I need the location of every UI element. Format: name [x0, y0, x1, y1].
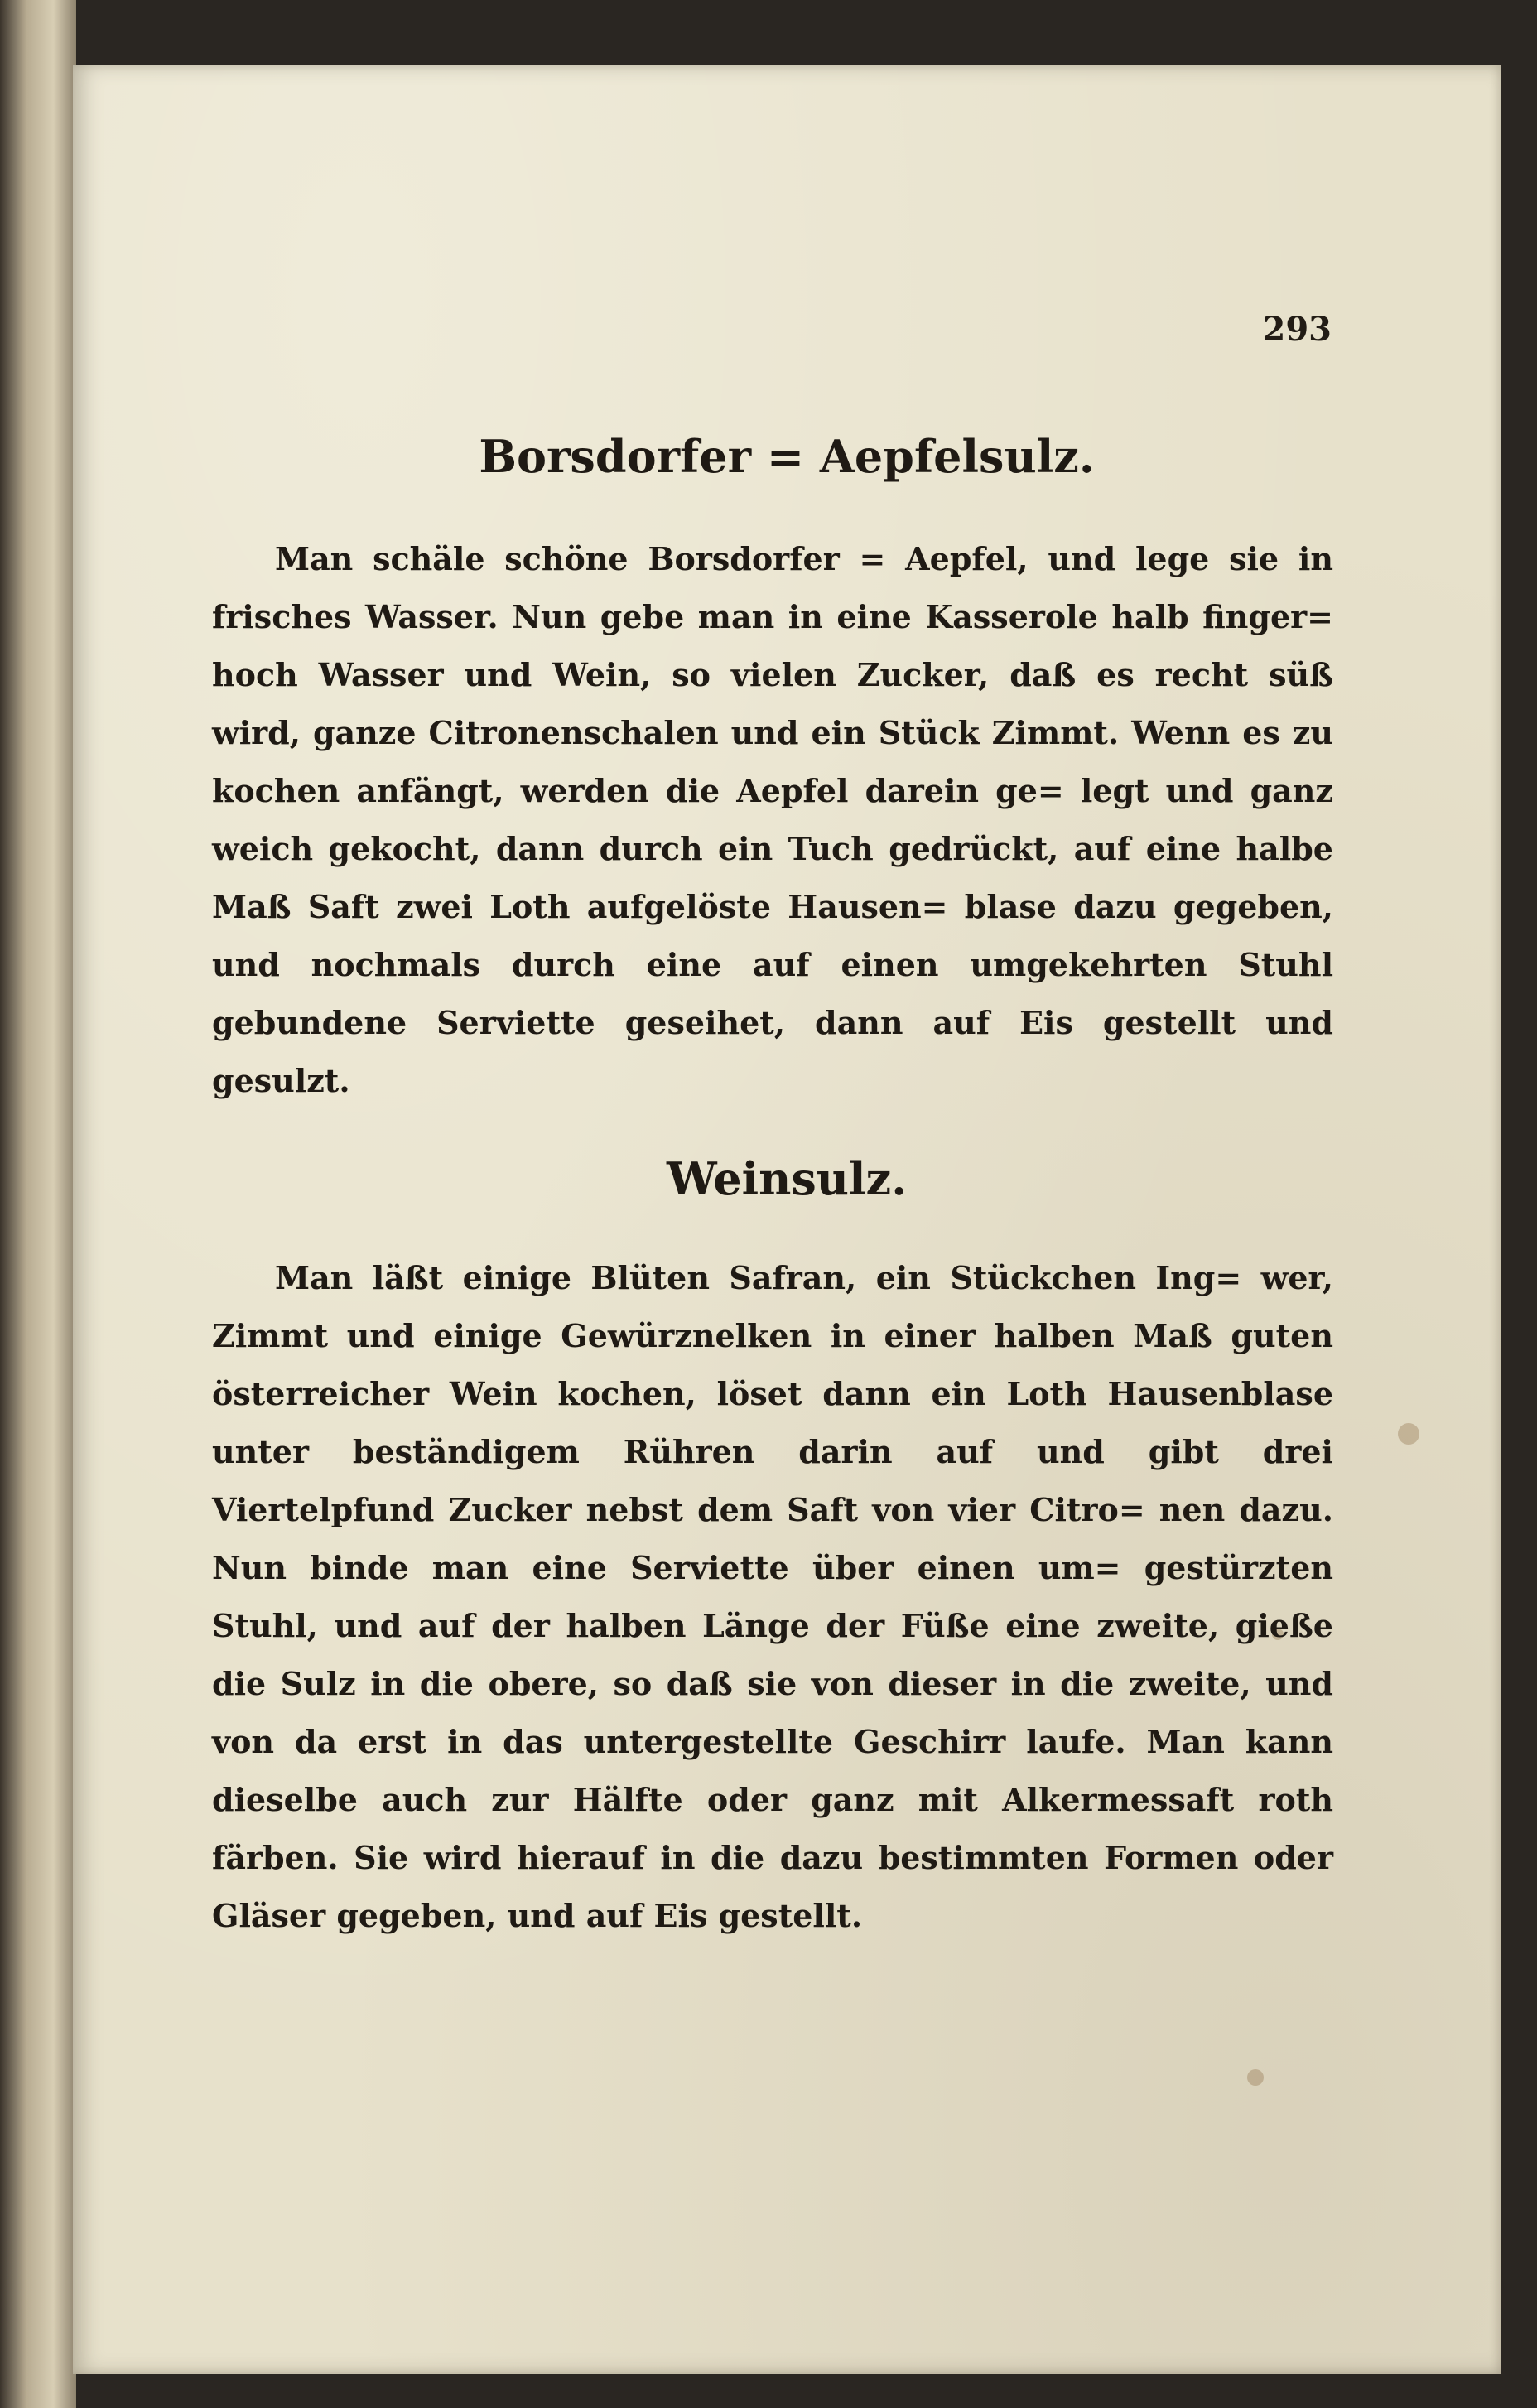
section-title: Borsdorfer = Aepfelsulz. [479, 430, 1095, 483]
paper-stain [1398, 1423, 1419, 1445]
section-text: Man läßt einige Blüten Safran, ein Stückchen Ing= wer, Zimmt und einige Gewürznelken in einer halben Maß guten österreicher Wein kochen, löset dann ein Loth Hausenblase unter beständigem Rühren darin auf und gibt drei Viertelpfund Zucker nebst dem Saft von vier Citro= nen dazu. Nun binde man eine Serviette über einen um= gestürzten Stuhl, und auf der halben Länge der Füße eine zweite, gieße die Sulz in die obere, so daß sie von dieser in die zweite, und von da erst in das untergestellte Geschirr laufe. Man kann dieselbe auch zur Hälfte oder ganz mit Alkermessaft roth färben. Sie wird hierauf in die dazu bestimmten Formen oder Gläser gegeben, und auf Eis gestellt. [212, 1259, 1333, 1934]
section-text: Man schäle schöne Borsdorfer = Aepfel, und lege sie in frisches Wasser. Nun gebe man in eine Kasserole halb finger= hoch Wasser und Wein, so vielen Zucker, daß es recht süß wird, ganze Citronenschalen und ein Stück Zimmt. Wenn es zu kochen anfängt, werden die Aepfel darein ge= legt und ganz weich gekocht, dann durch ein Tuch gedrückt, auf eine halbe Maß Saft zwei Loth aufgelöste Hausen= blase dazu gegeben, und nochmals durch eine auf einen umgekehrten Stuhl gebundene Serviette geseihet, dann auf Eis gestellt und gesulzt. [212, 540, 1333, 1099]
page-number: 293 [1262, 310, 1332, 349]
book-spine-edge [0, 0, 76, 2408]
book-page [73, 65, 1501, 2374]
section-title: Weinsulz. [666, 1152, 907, 1205]
paper-stain [1247, 2069, 1264, 2086]
